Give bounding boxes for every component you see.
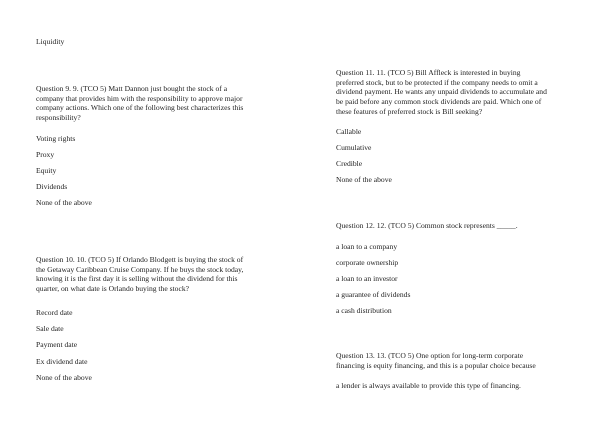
question-text-line: financing is equity financing, and this is a popular choice because <box>336 360 536 370</box>
answer-option: corporate ownership <box>336 258 399 267</box>
answer-option: Proxy <box>36 150 55 159</box>
question-text-line: dividend payment. He wants any unpaid dividends to accumulate and <box>336 87 547 97</box>
answer-option: Cumulative <box>336 143 372 152</box>
question-13 <box>336 351 536 390</box>
question-text-line: Question 9. 9. (TCO 5) Matt Dannon just bought the stock of a <box>36 84 228 93</box>
question-text-line: quarter, on what date is Orlando buying the stock? <box>36 284 190 294</box>
question-text-line: Question 12. 12. (TCO 5) Common stock represents _____. <box>336 221 518 230</box>
question-text-line: preferred stock, but to be protected if the company needs to omit a <box>336 77 538 87</box>
question-text-line: company that provides him with the responsibility to approve major <box>36 93 243 103</box>
heading-text: Liquidity <box>36 37 65 46</box>
question-text-line: knowing it is the first day it is selling without the dividend for this <box>36 274 238 284</box>
answer-option: None of the above <box>36 372 92 382</box>
answer-option: Callable <box>336 127 362 136</box>
question-text-line: be paid before any common stock dividends are paid. Which one of <box>336 97 542 107</box>
answer-option: None of the above <box>336 175 392 184</box>
question-10 <box>36 255 244 382</box>
answer-option: Record date <box>36 308 73 317</box>
answer-option: a cash distribution <box>336 306 392 315</box>
question-text-line: Question 10. 10. (TCO 5) If Orlando Blodgett is buying the stock of <box>36 255 244 264</box>
answer-option: Voting rights <box>36 134 76 143</box>
answer-option: a lender is always available to provide this type of financing. <box>336 381 521 390</box>
question-text-line: these features of preferred stock is Bill seeking? <box>336 106 483 116</box>
section-heading <box>36 37 64 47</box>
answer-option: Equity <box>36 166 57 175</box>
answer-option: a guarantee of dividends <box>336 290 411 299</box>
answer-option: Ex dividend date <box>36 356 88 366</box>
question-text-line: Question 11. 11. (TCO 5) Bill Affleck is interested in buying <box>336 68 521 77</box>
answer-option: Sale date <box>36 324 64 334</box>
question-12 <box>336 221 518 315</box>
question-text-line: responsibility? <box>36 113 81 123</box>
question-text-line: Question 13. 13. (TCO 5) One option for long-term corporate <box>336 351 524 360</box>
answer-option: None of the above <box>36 198 92 207</box>
answer-option: Payment date <box>36 340 78 350</box>
answer-option: Credible <box>336 159 363 168</box>
answer-option: a loan to a company <box>336 242 398 251</box>
question-9 <box>36 84 244 207</box>
question-text-line: the Getaway Caribbean Cruise Company. If he buys the stock today, <box>36 264 244 274</box>
question-11 <box>336 68 547 184</box>
answer-option: Dividends <box>36 182 68 191</box>
question-text-line: company actions. Which one of the following best characterizes this <box>36 103 244 113</box>
answer-option: a loan to an investor <box>336 274 398 283</box>
